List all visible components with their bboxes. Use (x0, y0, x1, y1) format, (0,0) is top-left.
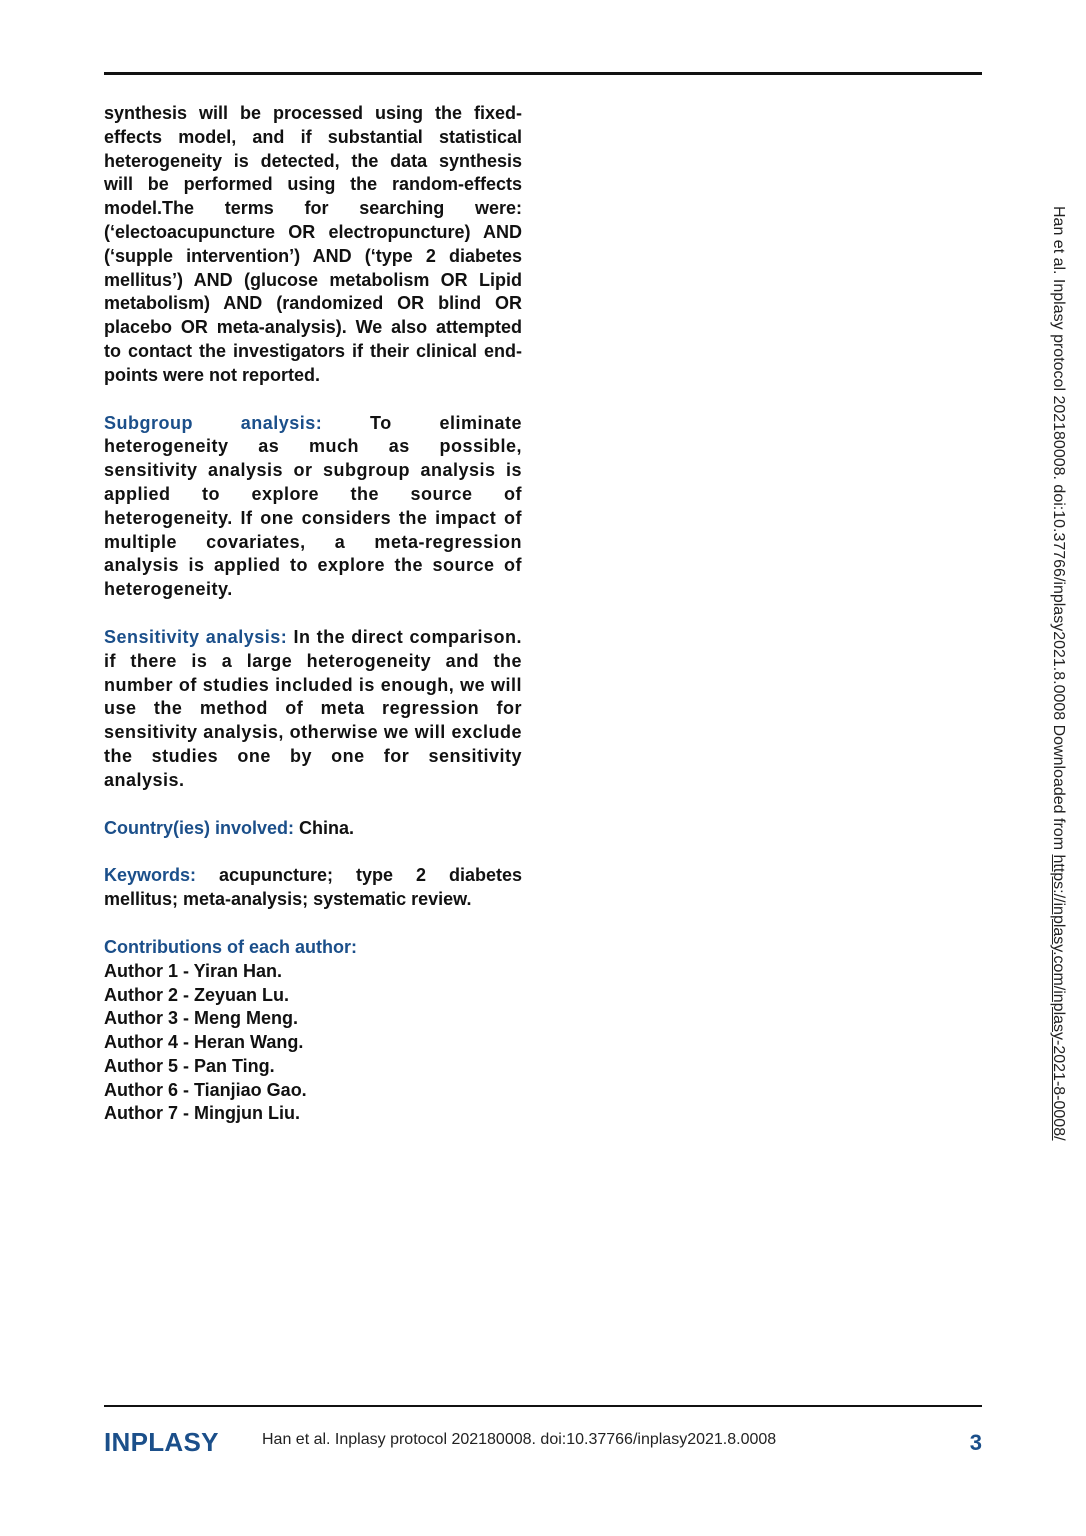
methods-paragraph: synthesis will be processed using the fixed-effects model, and if substantial statistical heterogeneity is detected, the data synthesis will be performed using the random-effects model.The terms for searching were: (‘electoacupuncture OR electropuncture) AND (‘supple intervention’) AND (‘type 2 diabetes mellitus’) AND (glucose metabolism OR Lipid metabolism) AND (randomized OR blind OR placebo OR meta-analysis). We also attempted to contact the investigators if their clinical end-points were not reported. (104, 103, 522, 385)
author-list (104, 960, 522, 1127)
main-text-column (104, 102, 522, 1126)
contributions-heading: Contributions of each author: (104, 936, 357, 957)
author-item: Author 4 - Heran Wang. (104, 1032, 304, 1053)
subgroup-text: To eliminate heterogeneity as much as possible, sensitivity analysis or subgroup analysis is applied to explore the source of heterogeneity. If one considers the impact of multiple covariates, a meta-regression analysis is applied to explore the source of heterogeneity. (104, 412, 523, 600)
page-number: 3 (969, 1430, 982, 1455)
keywords-text: acupuncture; type 2 diabetes mellitus; meta-analysis; systematic review. (104, 865, 522, 910)
bottom-rule (104, 1405, 982, 1407)
contributions-section (104, 936, 522, 1126)
sensitivity-heading: Sensitivity analysis: (104, 626, 288, 647)
side-citation: Han et al. Inplasy protocol 202180008. doi:10.37766/inplasy2021.8.0008 Downloaded from (1050, 206, 1067, 855)
subgroup-paragraph (104, 412, 522, 602)
author-item: Author 2 - Zeyuan Lu. (104, 984, 290, 1005)
author-item: Author 3 - Meng Meng. (104, 1008, 298, 1029)
subgroup-heading: Subgroup analysis: (104, 412, 323, 433)
author-item: Author 1 - Yiran Han. (104, 960, 283, 981)
side-download-note (1049, 206, 1067, 1141)
author-item: Author 6 - Tianjiao Gao. (104, 1079, 307, 1100)
sensitivity-text: In the direct comparison. if there is a large heterogeneity and the number of studies included is enough, we will use the method of meta regression for sensitivity analysis, otherwise we will exclude the studies one by one for sensitivity analysis. (104, 626, 522, 790)
author-item: Author 5 - Pan Ting. (104, 1055, 275, 1076)
country-paragraph (104, 817, 522, 841)
keywords-paragraph (104, 864, 522, 912)
top-rule (104, 72, 982, 75)
country-heading: Country(ies) involved: (104, 817, 295, 838)
side-download-link[interactable]: https://inplasy.com/inplasy-2021-8-0008/ (1050, 854, 1067, 1141)
sensitivity-paragraph (104, 626, 522, 793)
author-item: Author 7 - Mingjun Liu. (104, 1103, 300, 1124)
keywords-heading: Keywords: (104, 865, 197, 886)
country-text: China. (294, 817, 355, 838)
footer-brand-logo: INPLASY (104, 1427, 219, 1457)
footer-citation: Han et al. Inplasy protocol 202180008. doi:10.37766/inplasy2021.8.0008 (262, 1431, 777, 1448)
